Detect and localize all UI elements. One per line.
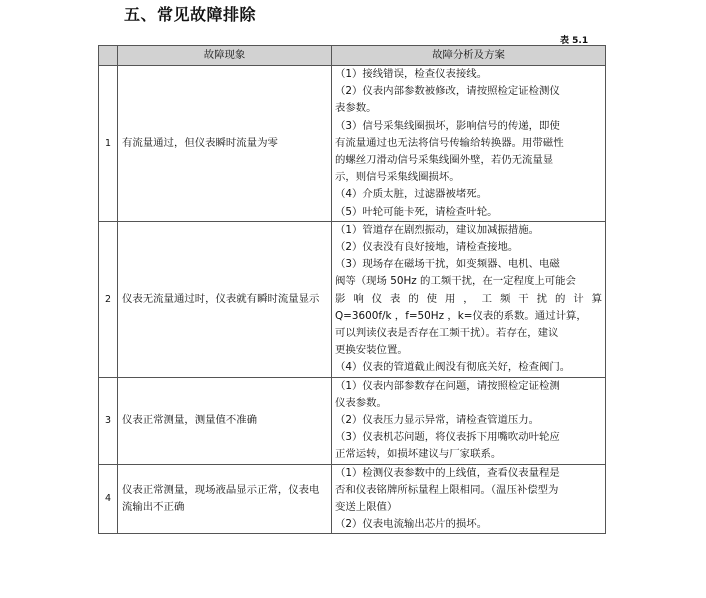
analysis-line: 有流量通过也无法将信号传输给转换器。用带磁性	[335, 136, 564, 149]
analysis-line: 否和仪表铭牌所标量程上限相同。（温压补偿型为	[335, 483, 559, 496]
analysis-line: （2）仪表电流输出芯片的损坏。	[335, 518, 488, 531]
header-symptom: 故障现象	[118, 46, 332, 66]
table-row	[99, 464, 606, 534]
analysis-line: 变送上限值）	[335, 501, 398, 514]
analysis-line: 更换安装位置。	[335, 344, 408, 357]
analysis-line: （2）仪表内部参数被修改，请按照检定证检测仪	[335, 85, 560, 98]
analysis-line: 正常运转，如损坏建议与厂家联系。	[335, 448, 502, 461]
row-analysis	[332, 221, 606, 377]
header-analysis: 故障分析及方案	[332, 46, 606, 66]
analysis-line: 的螺丝刀滑动信号采集线圈外壁，若仍无流量显	[335, 154, 554, 167]
row-index: 3	[99, 377, 118, 464]
row-analysis	[332, 377, 606, 464]
analysis-line: （3）现场存在磁场干扰，如变频器、电机、电磁	[335, 258, 560, 271]
analysis-line: （2）仪表没有良好接地，请检查接地。	[335, 241, 519, 254]
row-index: 1	[99, 66, 118, 222]
analysis-line: （1）接线错误，检查仪表接线。	[335, 68, 488, 80]
analysis-line: 示，则信号采集线圈损坏。	[335, 171, 460, 184]
analysis-line: （1）管道存在剧烈振动，建议加减振措施。	[335, 223, 540, 236]
analysis-line: （1）仪表内部参数存在问题，请按照检定证检测	[335, 379, 560, 392]
table-header-row	[99, 46, 606, 66]
row-analysis	[332, 464, 606, 534]
row-symptom: 仪表正常测量，现场液晶显示正常，仪表电流输出不正确	[118, 464, 332, 534]
table-row	[99, 221, 606, 377]
analysis-line: （3）仪表机芯问题，将仪表拆下用嘴吹动叶轮应	[335, 431, 560, 444]
table-row	[99, 66, 606, 222]
analysis-line: （5）叶轮可能卡死，请检查叶轮。	[335, 205, 498, 218]
analysis-line: 表参数。	[335, 102, 377, 115]
header-index	[99, 46, 118, 66]
analysis-line: 可以判读仪表是否存在工频干扰）。若存在，建议	[335, 327, 559, 340]
section-title: 五、常见故障排除	[124, 5, 257, 24]
analysis-line: （2）仪表压力显示异常，请检查管道压力。	[335, 414, 540, 427]
row-index: 2	[99, 221, 118, 377]
analysis-line: （1）检测仪表参数中的上线值，查看仪表量程是	[335, 466, 560, 479]
fault-table	[98, 45, 606, 534]
analysis-line: （3）信号采集线圈损坏，影响信号的传递，即使	[335, 119, 560, 132]
row-symptom: 仪表正常测量，测量值不准确	[118, 377, 332, 464]
analysis-line: （4）介质太脏，过滤器被堵死。	[335, 188, 488, 201]
analysis-line: （4）仪表的管道截止阀没有彻底关好，检查阀门。	[335, 361, 571, 374]
analysis-line: Q=3600f/k ，f=50Hz ，k=仪表的系数。通过计算，	[335, 309, 587, 322]
table-label: 表 5.1	[560, 36, 589, 46]
row-symptom: 仪表无流量通过时，仪表就有瞬时流量显示	[118, 221, 332, 377]
row-symptom: 有流量通过，但仪表瞬时流量为零	[118, 66, 332, 222]
analysis-line: 阀等（现场 50Hz 的工频干扰，在一定程度上可能会	[335, 275, 576, 288]
row-index: 4	[99, 464, 118, 534]
analysis-line: 影 响 仪 表 的 使 用 ， 工 频 干 扰 的 计 算	[335, 292, 602, 305]
table-row	[99, 377, 606, 464]
analysis-line: 仪表参数。	[335, 396, 387, 409]
row-analysis	[332, 66, 606, 222]
